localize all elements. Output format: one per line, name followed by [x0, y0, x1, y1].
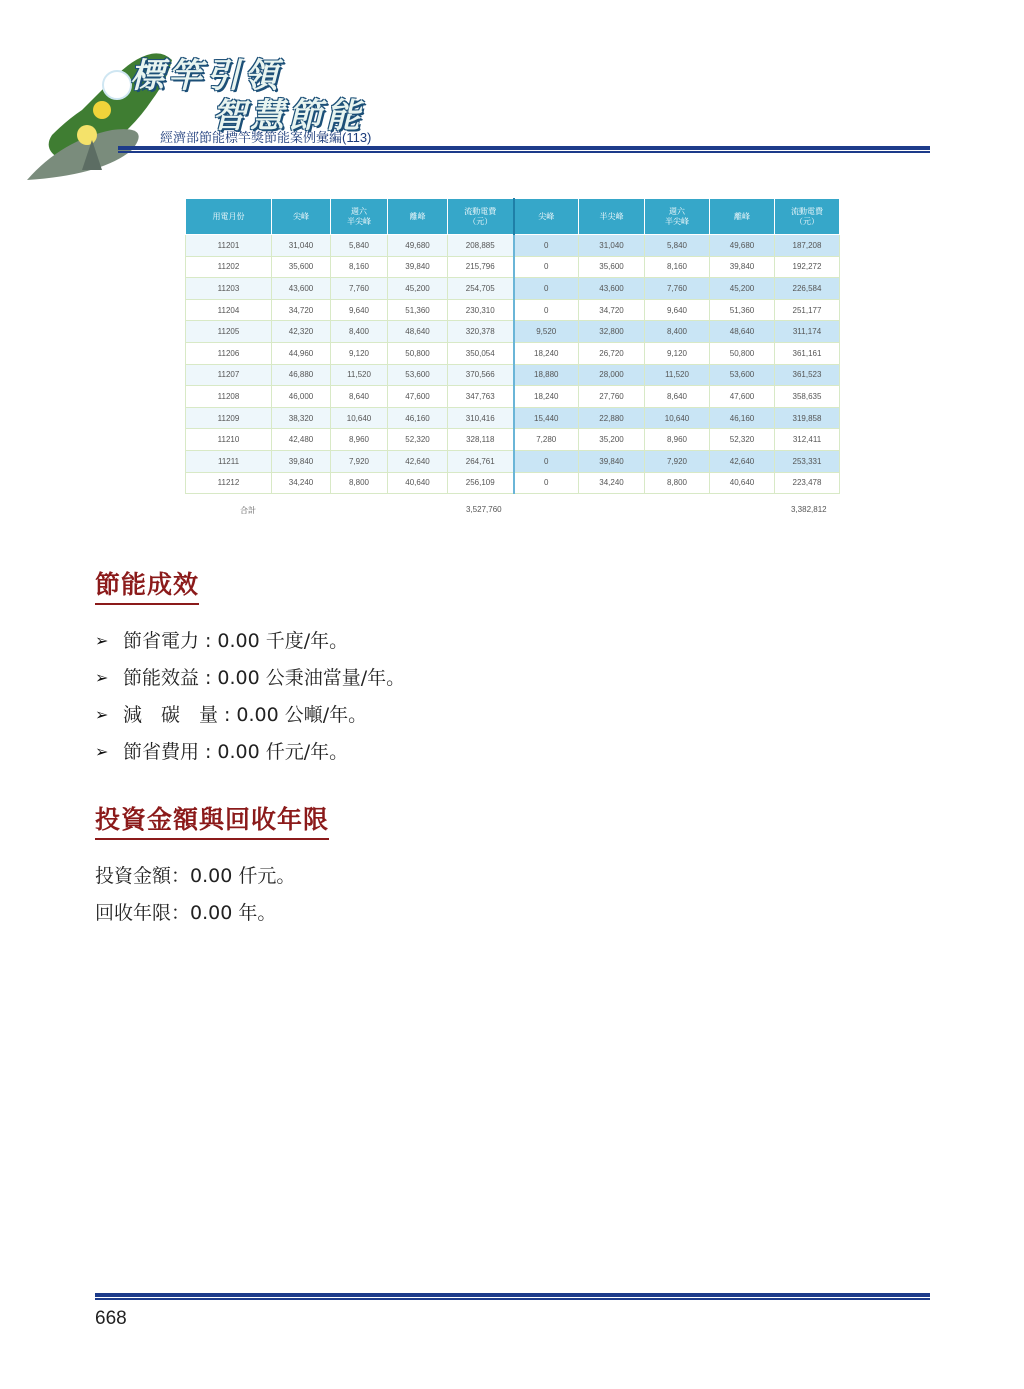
table-header-cell: 半尖峰	[579, 199, 645, 235]
table-cell: 18,880	[514, 364, 579, 386]
table-row	[186, 386, 840, 408]
savings-item	[95, 622, 405, 659]
table-cell: 8,960	[645, 429, 710, 451]
table-cell: 310,416	[448, 407, 514, 429]
table-cell: 192,272	[775, 256, 840, 278]
table-cell: 8,400	[331, 321, 388, 343]
table-cell: 48,640	[710, 321, 775, 343]
table-cell: 8,640	[331, 386, 388, 408]
header-title-line2: 智慧節能	[212, 96, 364, 136]
table-cell: 11204	[186, 299, 272, 321]
table-cell: 39,840	[388, 256, 448, 278]
table-row	[186, 321, 840, 343]
table-cell: 11202	[186, 256, 272, 278]
table-cell: 35,600	[272, 256, 331, 278]
table-cell: 49,680	[710, 235, 775, 257]
table-cell: 44,960	[272, 342, 331, 364]
table-header-row	[186, 199, 840, 235]
colon-separator: :	[205, 666, 212, 689]
arrow-bullet-icon: ➢	[95, 741, 109, 761]
table-cell: 46,000	[272, 386, 331, 408]
table-cell: 22,880	[579, 407, 645, 429]
table-cell: 46,880	[272, 364, 331, 386]
table-cell: 264,761	[448, 450, 514, 472]
table-cell: 187,208	[775, 235, 840, 257]
table-header-cell: 尖峰	[514, 199, 579, 235]
table-cell: 18,240	[514, 386, 579, 408]
table-cell: 10,640	[645, 407, 710, 429]
table-cell: 223,478	[775, 472, 840, 494]
table-header-cell: 週六 半尖峰	[645, 199, 710, 235]
table-cell: 46,160	[388, 407, 448, 429]
table-row	[186, 407, 840, 429]
table-cell: 370,566	[448, 364, 514, 386]
table-cell: 28,000	[579, 364, 645, 386]
table-cell: 11209	[186, 407, 272, 429]
table-cell: 0	[514, 299, 579, 321]
savings-item-value: 0.00 公噸/年。	[236, 703, 368, 726]
savings-item-value: 0.00 公秉油當量/年。	[217, 666, 406, 689]
table-row	[186, 278, 840, 300]
table-row	[186, 256, 840, 278]
table-cell: 38,320	[272, 407, 331, 429]
investment-amount: 投資金額：0.00 仟元。	[95, 865, 296, 887]
table-cell: 361,161	[775, 342, 840, 364]
arrow-bullet-icon: ➢	[95, 667, 109, 687]
table-cell: 0	[514, 235, 579, 257]
table-cell: 256,109	[448, 472, 514, 494]
savings-item	[95, 696, 405, 733]
table-header-cell: 離峰	[710, 199, 775, 235]
table-cell: 34,240	[272, 472, 331, 494]
table-cell: 9,120	[645, 342, 710, 364]
table-cell: 251,177	[775, 299, 840, 321]
table-cell: 47,600	[710, 386, 775, 408]
table-cell: 7,760	[331, 278, 388, 300]
section-title-savings: 節能成效	[95, 565, 199, 605]
table-cell: 50,800	[710, 342, 775, 364]
table-row	[186, 450, 840, 472]
footer-rule	[95, 1293, 930, 1300]
table-cell: 11,520	[331, 364, 388, 386]
table-cell: 34,240	[579, 472, 645, 494]
table-cell: 350,054	[448, 342, 514, 364]
table-cell: 254,705	[448, 278, 514, 300]
table-cell: 32,800	[579, 321, 645, 343]
table-cell: 46,160	[710, 407, 775, 429]
table-cell: 49,680	[388, 235, 448, 257]
table-cell: 15,440	[514, 407, 579, 429]
payback-period: 回收年限：0.00 年。	[95, 902, 277, 924]
table-cell: 53,600	[388, 364, 448, 386]
table-cell: 11210	[186, 429, 272, 451]
table-cell: 51,360	[710, 299, 775, 321]
table-header-cell: 流動電費 （元）	[775, 199, 840, 235]
table-cell: 31,040	[272, 235, 331, 257]
table-cell: 11,520	[645, 364, 710, 386]
table-cell: 328,118	[448, 429, 514, 451]
savings-item-label: 節省電力	[123, 629, 200, 652]
table-cell: 40,640	[710, 472, 775, 494]
table-cell: 43,600	[579, 278, 645, 300]
table-cell: 253,331	[775, 450, 840, 472]
savings-item-label: 節省費用	[123, 740, 200, 763]
table-cell: 358,635	[775, 386, 840, 408]
table-cell: 11208	[186, 386, 272, 408]
table-cell: 43,600	[272, 278, 331, 300]
table-body	[186, 235, 840, 494]
table-cell: 48,640	[388, 321, 448, 343]
table-cell: 35,200	[579, 429, 645, 451]
colon-separator: :	[205, 629, 212, 652]
electricity-usage-table	[185, 198, 839, 494]
table-cell: 8,800	[331, 472, 388, 494]
table-cell: 0	[514, 450, 579, 472]
header-rule	[118, 146, 930, 153]
table-cell: 27,760	[579, 386, 645, 408]
table-cell: 47,600	[388, 386, 448, 408]
table-cell: 52,320	[710, 429, 775, 451]
table-cell: 0	[514, 256, 579, 278]
section-title-investment: 投資金額與回收年限	[95, 800, 329, 840]
total-after: 3,382,812	[791, 505, 827, 514]
table-cell: 11211	[186, 450, 272, 472]
table-cell: 53,600	[710, 364, 775, 386]
table-cell: 319,858	[775, 407, 840, 429]
table-header-cell: 尖峰	[272, 199, 331, 235]
savings-item-value: 0.00 仟元/年。	[217, 740, 349, 763]
table-cell: 208,885	[448, 235, 514, 257]
table-cell: 8,160	[331, 256, 388, 278]
table-cell: 40,640	[388, 472, 448, 494]
table-cell: 8,160	[645, 256, 710, 278]
table-cell: 39,840	[710, 256, 775, 278]
table-cell: 5,840	[645, 235, 710, 257]
table-cell: 312,411	[775, 429, 840, 451]
table-cell: 39,840	[579, 450, 645, 472]
table-cell: 42,320	[272, 321, 331, 343]
table-cell: 45,200	[710, 278, 775, 300]
table-cell: 311,174	[775, 321, 840, 343]
table-cell: 42,640	[388, 450, 448, 472]
table-cell: 11206	[186, 342, 272, 364]
table-cell: 9,640	[331, 299, 388, 321]
total-before: 3,527,760	[466, 505, 502, 514]
table-cell: 8,640	[645, 386, 710, 408]
table-cell: 226,584	[775, 278, 840, 300]
savings-item	[95, 733, 405, 770]
table-cell: 7,920	[331, 450, 388, 472]
table-row	[186, 472, 840, 494]
table-cell: 8,400	[645, 321, 710, 343]
table-cell: 11203	[186, 278, 272, 300]
table-header-cell: 用電月份	[186, 199, 272, 235]
table-cell: 34,720	[579, 299, 645, 321]
table-header-cell: 離峰	[388, 199, 448, 235]
table-cell: 9,520	[514, 321, 579, 343]
table-cell: 7,760	[645, 278, 710, 300]
table-row	[186, 364, 840, 386]
table-header-cell: 流動電費 （元）	[448, 199, 514, 235]
table-cell: 11207	[186, 364, 272, 386]
table-header-cell: 週六 半尖峰	[331, 199, 388, 235]
table-cell: 230,310	[448, 299, 514, 321]
savings-item	[95, 659, 405, 696]
arrow-bullet-icon: ➢	[95, 704, 109, 724]
colon-separator: :	[205, 740, 212, 763]
total-label: 合計	[240, 506, 256, 515]
table-cell: 39,840	[272, 450, 331, 472]
table-cell: 10,640	[331, 407, 388, 429]
table-cell: 8,800	[645, 472, 710, 494]
table-cell: 31,040	[579, 235, 645, 257]
table-cell: 5,840	[331, 235, 388, 257]
header-title-line1: 標竿引領	[130, 56, 282, 96]
table-cell: 320,378	[448, 321, 514, 343]
page-number: 668	[95, 1308, 127, 1329]
savings-item-label: 節能效益	[123, 666, 200, 689]
table-cell: 347,763	[448, 386, 514, 408]
table-cell: 34,720	[272, 299, 331, 321]
table-cell: 9,640	[645, 299, 710, 321]
table-cell: 215,796	[448, 256, 514, 278]
table-cell: 361,523	[775, 364, 840, 386]
savings-list	[95, 622, 405, 770]
table-cell: 8,960	[331, 429, 388, 451]
savings-item-label: 減 碳 量	[123, 703, 219, 726]
colon-separator: :	[224, 703, 231, 726]
table-row	[186, 299, 840, 321]
table-cell: 45,200	[388, 278, 448, 300]
table-cell: 18,240	[514, 342, 579, 364]
table-row	[186, 342, 840, 364]
header-subtitle: 經濟部節能標竿獎節能案例彙編(113)	[160, 130, 372, 145]
table-cell: 11212	[186, 472, 272, 494]
table-cell: 42,640	[710, 450, 775, 472]
table-cell: 11205	[186, 321, 272, 343]
table-row	[186, 429, 840, 451]
table-cell: 52,320	[388, 429, 448, 451]
table-cell: 7,280	[514, 429, 579, 451]
table-cell: 51,360	[388, 299, 448, 321]
table-cell: 0	[514, 472, 579, 494]
table-cell: 7,920	[645, 450, 710, 472]
table-cell: 50,800	[388, 342, 448, 364]
table-row	[186, 235, 840, 257]
table-cell: 26,720	[579, 342, 645, 364]
table-cell: 9,120	[331, 342, 388, 364]
table-cell: 42,480	[272, 429, 331, 451]
table-cell: 0	[514, 278, 579, 300]
table-cell: 35,600	[579, 256, 645, 278]
savings-item-value: 0.00 千度/年。	[217, 629, 349, 652]
arrow-bullet-icon: ➢	[95, 630, 109, 650]
table-cell: 11201	[186, 235, 272, 257]
